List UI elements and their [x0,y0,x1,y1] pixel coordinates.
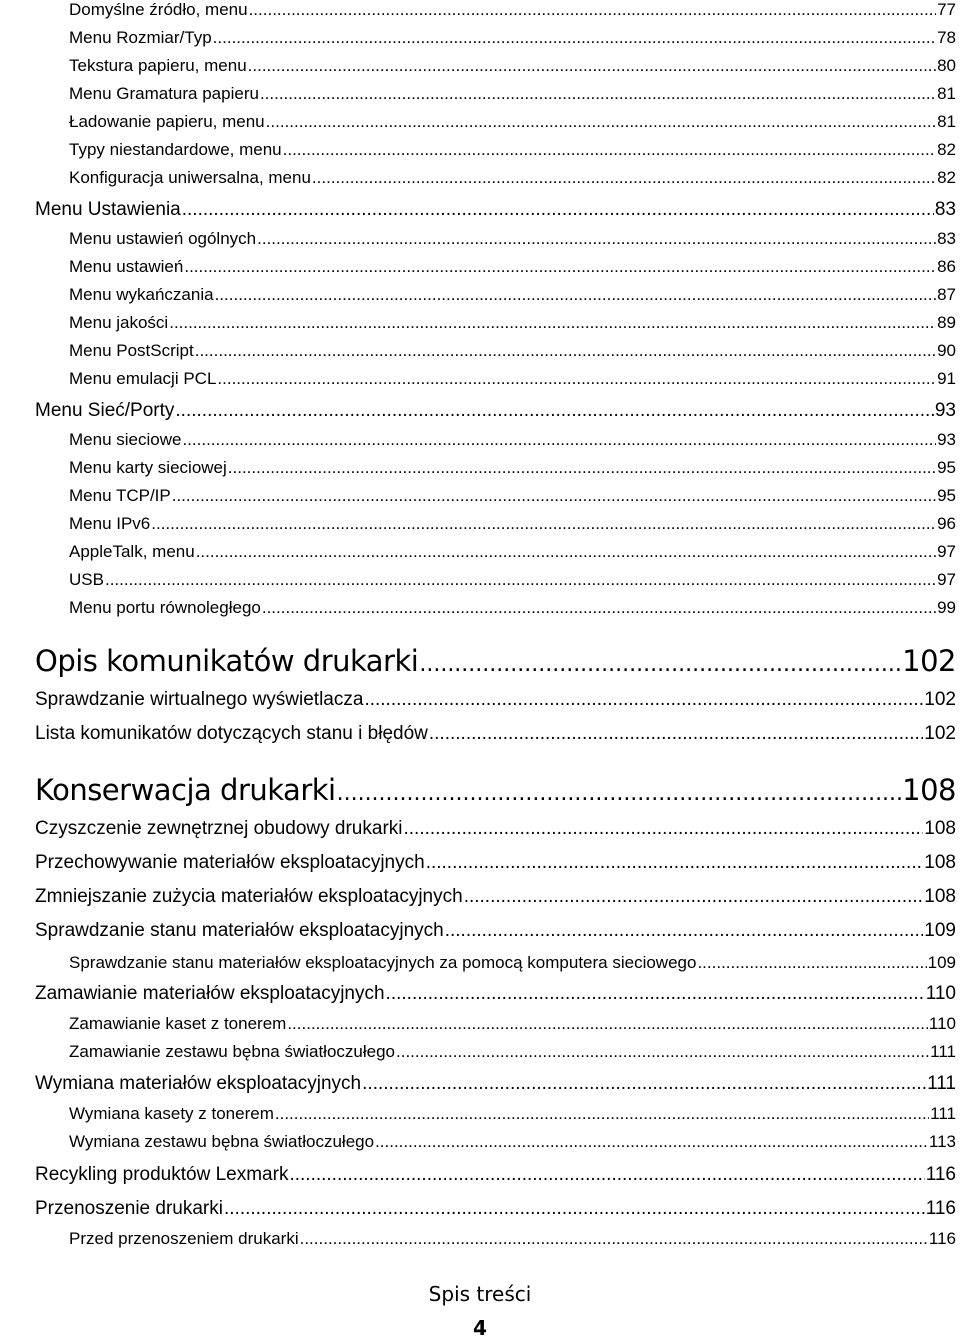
toc-entry-page: 116 [925,1164,956,1185]
toc-entry-page: 89 [937,313,956,332]
dot-leader [419,652,901,677]
toc-entry-page: 108 [924,886,956,907]
dot-leader [257,229,936,249]
dot-leader [364,689,923,711]
toc-entry[interactable] [69,168,956,188]
dot-leader [224,1198,925,1220]
toc-entry[interactable] [69,28,956,48]
toc-entry[interactable] [69,542,956,562]
toc-entry-title: Menu wykańczania [69,285,214,304]
dot-leader [228,458,936,478]
dot-leader [445,920,924,942]
dot-leader [283,140,936,160]
toc-entry[interactable] [35,886,956,908]
toc-entry[interactable] [35,689,956,711]
toc-entry-page: 87 [937,285,956,304]
toc-entry-title: Menu Ustawienia [35,199,181,220]
toc-entry-page: 111 [930,1104,956,1123]
dot-leader [184,257,936,277]
toc-entry-title: Menu IPv6 [69,514,151,533]
toc-entry[interactable] [35,723,956,745]
toc-entry-title: Wymiana kasety z tonerem [69,1104,274,1123]
dot-leader [195,341,936,361]
dot-leader [396,1042,929,1062]
dot-leader [275,1104,929,1124]
toc-entry-page: 99 [937,598,956,617]
toc-entry-page: 110 [928,1014,956,1033]
dot-leader [151,514,936,534]
dot-leader [464,886,924,908]
dot-leader [248,56,936,76]
toc-entry-page: 81 [937,112,956,131]
toc-entry-title: Przenoszenie drukarki [35,1198,223,1219]
dot-leader [362,1073,926,1095]
toc-entry-page: 95 [937,486,956,505]
toc-entry-page: 111 [927,1073,956,1094]
dot-leader [300,1229,928,1249]
dot-leader [196,542,936,562]
toc-chapter-page: 102 [902,644,956,678]
toc-entry-page: 109 [924,920,956,941]
toc-entry-title: Zmniejszanie zużycia materiałów eksploatacyjnych [35,886,463,907]
toc-entry-title: Ładowanie papieru, menu [69,112,265,131]
dot-leader [266,112,936,132]
toc-entry-page: 110 [925,983,956,1004]
toc-entry[interactable] [35,1198,956,1220]
dot-leader [249,0,937,20]
toc-entry[interactable] [69,486,956,506]
toc-entry-title: Domyślne źródło, menu [69,0,248,19]
toc-entry-title: Lista komunikatów dotyczących stanu i błędów [35,723,428,744]
dot-leader [213,28,936,48]
toc-entry-page: 108 [924,852,956,873]
dot-leader [169,313,936,333]
toc-entry-page: 80 [937,56,956,75]
toc-chapter-title: Opis komunikatów drukarki [35,644,419,678]
toc-entry[interactable] [69,56,956,76]
footer-page-number: 4 [473,1316,487,1340]
dot-leader [172,486,936,506]
dot-leader [287,1014,928,1034]
toc-entry-page: 108 [924,818,956,839]
toc-entry-title: Recykling produktów Lexmark [35,1164,289,1185]
toc-entry-page: 93 [937,430,956,449]
toc-entry-page: 78 [937,28,956,47]
toc-entry-page: 82 [937,140,956,159]
toc-entry-title: Czyszczenie zewnętrznej obudowy drukarki [35,818,403,839]
toc-entry[interactable] [69,369,956,389]
toc-entry-title: Menu TCP/IP [69,486,171,505]
toc-entry-page: 86 [937,257,956,276]
toc-entry-title: Menu Gramatura papieru [69,84,259,103]
toc-entry[interactable] [69,1229,956,1249]
toc-entry-title: Wymiana zestawu bębna światłoczułego [69,1132,375,1151]
toc-chapter-title: Konserwacja drukarki [35,773,336,807]
toc-entry-title: Menu emulacji PCL [69,369,217,388]
toc-chapter[interactable] [35,644,956,678]
toc-entry-page: 90 [937,341,956,360]
toc-entry-page: 102 [924,723,956,744]
toc-entry[interactable] [35,852,956,874]
dot-leader [215,285,937,305]
toc-entry[interactable] [69,1014,956,1034]
toc-chapter-page: 108 [902,773,956,807]
dot-leader [182,430,936,450]
toc-entry-title: Przed przenoszeniem drukarki [69,1229,299,1248]
dot-leader [426,852,924,874]
toc-entry[interactable] [35,818,956,840]
toc-entry-title: Menu ustawień [69,257,184,276]
toc-entry[interactable] [69,1104,956,1124]
dot-leader [260,84,936,104]
toc-entry[interactable] [69,285,956,305]
toc-entry-page: 93 [934,400,956,421]
toc-entry-page: 97 [937,570,956,589]
dot-leader [386,983,925,1005]
dot-leader [337,781,902,806]
toc-entry-title: Menu PostScript [69,341,194,360]
dot-leader [697,953,926,973]
toc-entry-title: Menu karty sieciowej [69,458,227,477]
toc-entry[interactable] [69,598,956,618]
toc-entry[interactable] [69,514,956,534]
toc-entry[interactable] [69,458,956,478]
toc-entry-title: AppleTalk, menu [69,542,195,561]
toc-entry[interactable] [69,341,956,361]
toc-entry[interactable] [69,229,956,249]
toc-entry-title: USB [69,570,104,589]
dot-leader [312,168,936,188]
toc-entry-page: 91 [937,369,956,388]
toc-entry[interactable] [69,430,956,450]
toc-entry[interactable] [35,1073,956,1095]
toc-entry[interactable] [35,199,956,221]
toc-entry-title: Menu Rozmiar/Typ [69,28,212,47]
toc-entry[interactable] [35,920,956,942]
toc-entry-title: Menu ustawień ogólnych [69,229,257,248]
toc-entry-title: Konfiguracja uniwersalna, menu [69,168,311,187]
toc-entry-page: 77 [937,0,956,19]
toc-entry-title: Zamawianie kaset z tonerem [69,1014,287,1033]
toc-chapter[interactable] [35,773,956,807]
toc-entry[interactable] [69,1042,956,1062]
toc-entry-page: 83 [934,199,956,220]
dot-leader [217,369,936,389]
toc-entry-title: Menu jakości [69,313,169,332]
toc-entry[interactable] [35,983,956,1005]
dot-leader [262,598,936,618]
toc-entry-title: Sprawdzanie stanu materiałów eksploatacyjnych za pomocą komputera sieciowego [69,953,697,972]
toc-entry[interactable] [35,1164,956,1186]
toc-entry[interactable] [69,140,956,160]
toc-entry-page: 83 [937,229,956,248]
toc-entry-page: 81 [937,84,956,103]
toc-entry[interactable] [69,112,956,132]
toc-entry-title: Zamawianie materiałów eksploatacyjnych [35,983,385,1004]
toc-entry[interactable] [69,0,956,20]
toc-entry-page: 111 [930,1042,956,1061]
dot-leader [175,400,933,422]
toc-entry-page: 102 [924,689,956,710]
toc-entry-title: Sprawdzanie wirtualnego wyświetlacza [35,689,364,710]
footer-section-title: Spis treści [428,1282,532,1306]
toc-entry[interactable] [69,313,956,333]
dot-leader [105,570,936,590]
toc-entry[interactable] [35,400,956,422]
toc-entry[interactable] [69,953,956,973]
toc-entry-page: 97 [937,542,956,561]
toc-entry-page: 82 [937,168,956,187]
toc-entry-page: 116 [925,1198,956,1219]
dot-leader [404,818,924,840]
toc-entry[interactable] [69,1132,956,1152]
toc-entry-title: Menu Sieć/Porty [35,400,175,421]
toc-entry-page: 109 [927,953,956,972]
toc-entry-title: Zamawianie zestawu bębna światłoczułego [69,1042,396,1061]
dot-leader [429,723,923,745]
dot-leader [182,199,934,221]
dot-leader [289,1164,924,1186]
toc-entry[interactable] [69,570,956,590]
toc-entry-page: 96 [937,514,956,533]
toc-entry[interactable] [69,257,956,277]
toc-entry-title: Typy niestandardowe, menu [69,140,282,159]
toc-entry-title: Wymiana materiałów eksploatacyjnych [35,1073,362,1094]
toc-entry-title: Przechowywanie materiałów eksploatacyjnych [35,852,425,873]
toc-entry-title: Tekstura papieru, menu [69,56,247,75]
toc-entry[interactable] [69,84,956,104]
toc-entry-page: 95 [937,458,956,477]
dot-leader [375,1132,928,1152]
toc-entry-title: Sprawdzanie stanu materiałów eksploatacyjnych [35,920,444,941]
toc-entry-page: 116 [928,1229,956,1248]
toc-entry-title: Menu sieciowe [69,430,182,449]
toc-entry-page: 113 [928,1132,956,1151]
toc-entry-title: Menu portu równoległego [69,598,261,617]
